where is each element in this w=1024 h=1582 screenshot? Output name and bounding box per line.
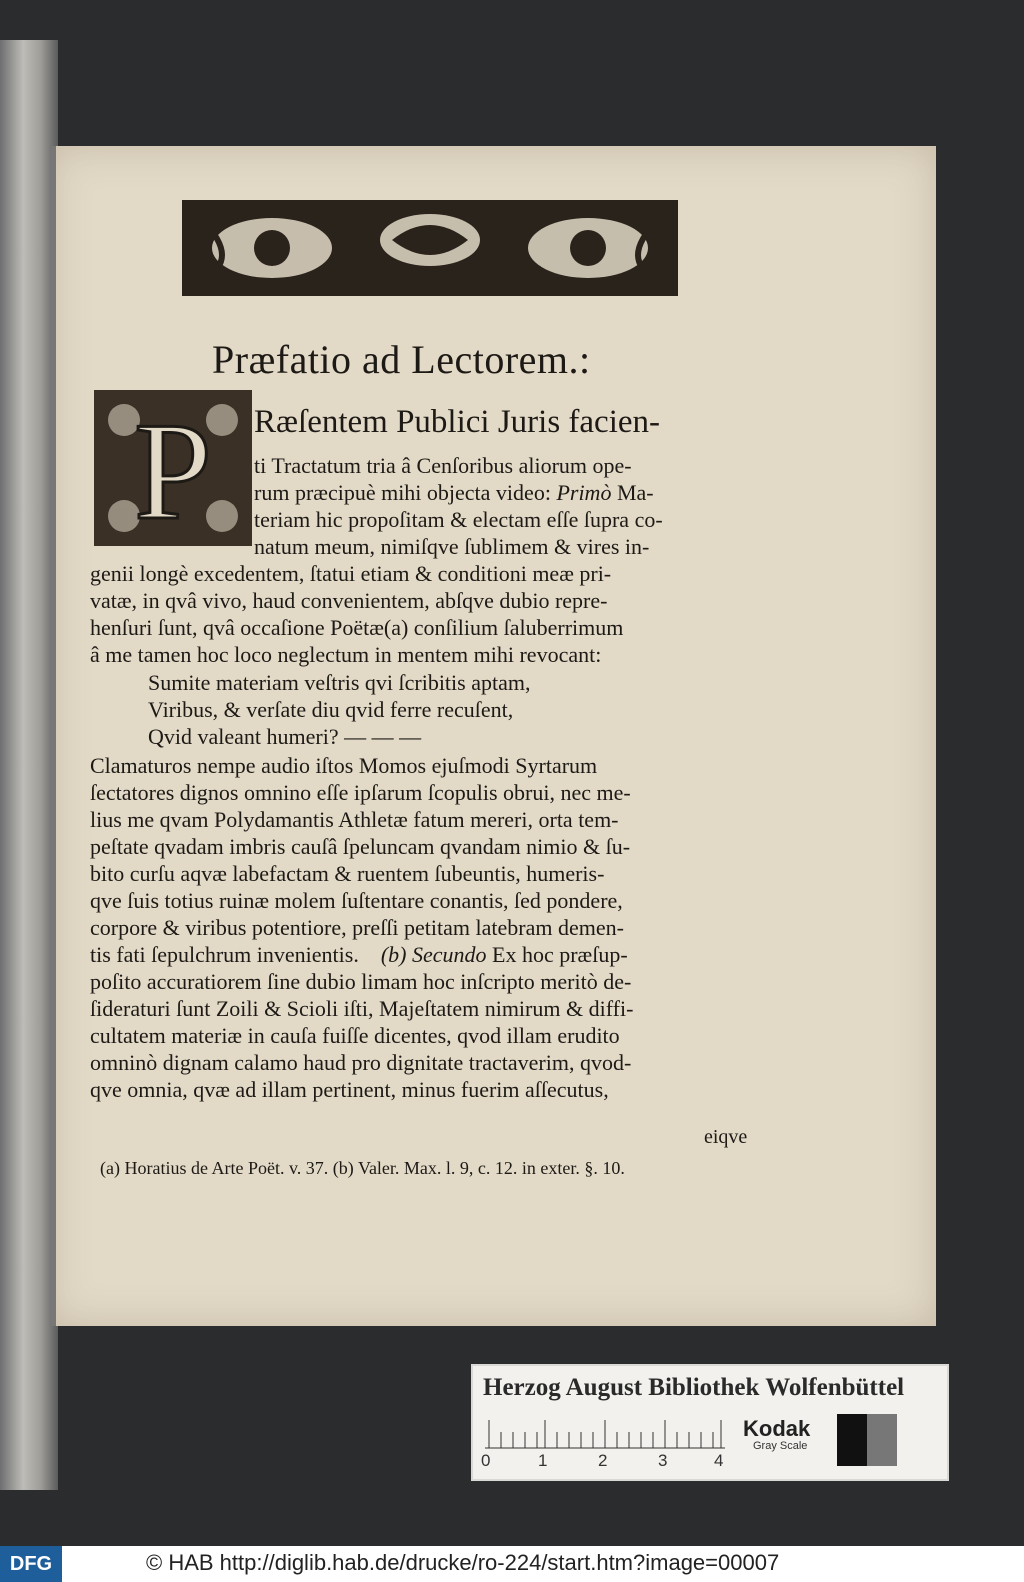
text-line: rum præcipuè mihi objecta video: Primò Ma-	[254, 480, 654, 505]
text-line: vatæ, in qvâ vivo, haud convenientem, abſqve dubio repre-	[90, 588, 608, 613]
text-line: qve ſuis totius ruinæ molem ſuſtentare conantis, ſed pondere,	[90, 888, 623, 913]
catchword: eiqve	[704, 1126, 748, 1148]
verse-line: Sumite materiam veſtris qvi ſcribitis aptam,	[148, 670, 531, 695]
library-color-scale-card: Herzog August Bibliothek Wolfenbüttel 0 1 2 3 4 Kodak Gray Scale	[471, 1364, 949, 1481]
footer-bar	[0, 1546, 1024, 1582]
decorated-initial-p	[94, 390, 252, 546]
gray-scale-swatches	[837, 1414, 927, 1466]
text-line: cultatem materiæ in cauſa fuiſſe dicentes, qvod illam erudito	[90, 1023, 620, 1048]
text-line: ſideraturi ſunt Zoili & Scioli iſti, Majeſtatem nimirum & diffi-	[90, 996, 634, 1021]
gray-scale-caption: Gray Scale	[753, 1440, 808, 1452]
image-credit-link[interactable]: © HAB http://diglib.hab.de/drucke/ro-224/start.htm?image=00007	[146, 1550, 780, 1575]
woodcut-ornament-header	[182, 200, 678, 296]
text-line: henſuri ſunt, qvâ occaſione Poëtæ(a) conſilium ſaluberrimum	[90, 615, 624, 640]
text-line: poſito accuratiorem ſine dubio limam hoc inſcripto meritò de-	[90, 969, 632, 994]
text-line: Ræſentem Publici Juris facien-	[254, 404, 661, 440]
text-line: natum meum, nimiſqve ſublimem & vires in-	[254, 534, 650, 559]
text-line: teriam hic propoſitam & electam eſſe ſupra co-	[254, 507, 663, 532]
page-gutter	[50, 146, 56, 1326]
text-line: omninò dignam calamo haud pro dignitate tractaverim, qvod-	[90, 1050, 632, 1075]
text-line: lius me qvam Polydamantis Athletæ fatum mereri, orta tem-	[90, 807, 619, 832]
verse-line: Qvid valeant humeri? — — —	[148, 724, 422, 749]
text-line: qve omnia, qvæ ad illam pertinent, minus fuerim aſſecutus,	[90, 1077, 609, 1102]
library-name: Herzog August Bibliothek Wolfenbüttel	[483, 1374, 905, 1401]
text-line: genii longè excedentem, ſtatui etiam & conditioni meæ pri-	[90, 561, 612, 586]
svg-text:P: P	[134, 394, 212, 546]
dfg-logo: DFG	[0, 1546, 62, 1582]
ruler-scale	[485, 1416, 725, 1452]
text-line: ti Tractatum tria â Cenſoribus aliorum ope-	[254, 453, 632, 478]
text-line: ſectatores dignos omnino eſſe ipſarum ſcopulis obrui, nec me-	[90, 780, 631, 805]
text-line: bito curſu aqvæ labefactam & ruentem ſubeuntis, humeris-	[90, 861, 605, 886]
text-line: peſtate qvadam imbris cauſâ ſpeluncam qvandam nimio & ſu-	[90, 834, 631, 859]
text-line: â me tamen hoc loco neglectum in mentem mihi revocant:	[90, 642, 602, 667]
verse-line: Viribus, & verſate diu qvid ferre recuſent,	[148, 697, 514, 722]
kodak-brand: Kodak	[743, 1416, 811, 1441]
book-page	[50, 146, 936, 1326]
footnote: (a) Horatius de Arte Poët. v. 37. (b) Valer. Max. l. 9, c. 12. in exter. §. 10.	[100, 1158, 625, 1178]
text-line: tis fati ſepulchrum invenientis. (b) Secundo Ex hoc præſup-	[90, 942, 628, 967]
preface-heading: Præfatio ad Lectorem.:	[212, 337, 591, 382]
text-line: corpore & viribus potentiore, preſſi petitam latebram demen-	[90, 915, 624, 940]
text-line: Clamaturos nempe audio iſtos Momos ejuſmodi Syrtarum	[90, 753, 598, 778]
